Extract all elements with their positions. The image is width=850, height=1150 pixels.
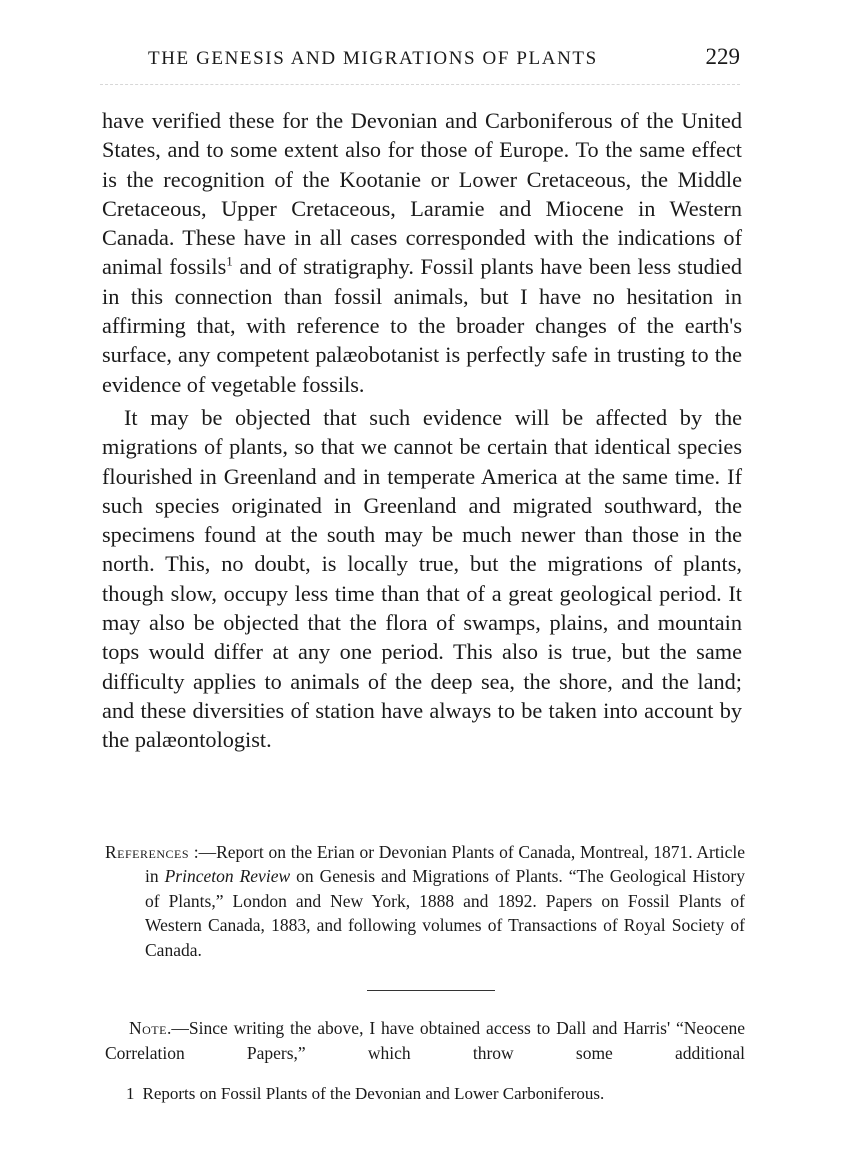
references-label: References	[105, 842, 190, 862]
footnote-marker: 1	[126, 1084, 135, 1103]
section-divider	[367, 990, 495, 991]
running-title: THE GENESIS AND MIGRATIONS OF PLANTS	[148, 48, 598, 69]
references	[105, 840, 745, 962]
paragraph-2: It may be objected that such evidence will be affected by the migrations of plants, so that we cannot be certain that identical species flourished in Greenland and in temperate America at the same time. If such species originated in Greenland and migrated southward, the specimens found at the south may be much newer than those in the north. This, no doubt, is locally true, but the migrations of plants, though slow, occupy less time than that of a great geological period. It may also be objected that the flora of swamps, plains, and mountain tops would differ at any one period. This also is true, but the same difficulty applies to animals of the deep sea, the shore, and the land; and these diversities of station have always to be taken into account by the palæontologist.	[102, 404, 742, 753]
paragraph-1	[102, 106, 742, 399]
paragraph-1-text-end: and of stratigraphy. Fossil plants have been less studied in this connection than fossil animals, but I have no hesitation in affirming that, with reference to the broader changes of the earth's surface, any competent palæobotanist is perfectly safe in trusting to the evidence of vegetable fossils.	[102, 254, 742, 397]
header-rule	[100, 84, 740, 91]
note	[105, 1016, 745, 1065]
references-text-end: on Genesis and Migrations of Plants. “The Geological History of Plants,” London and New York, 1888 and 1892. Papers on Fossil Plants of Western Canada, 1883, and following volumes of Transactions of Royal Society of Canada.	[145, 866, 745, 960]
paragraph-1-text-start: have verified these for the Devonian and Carboniferous of the United States, and to some extent also for those of Europe. To the same effect is the recognition of the Kootanie or Lower Cretaceous, the Middle Cretaceous, Upper Cretaceous, Laramie and Miocene in Western Canada. These have in all cases corresponded with the indications of animal fossils	[102, 108, 742, 280]
note-label: Note	[129, 1018, 167, 1038]
page-number: 229	[705, 44, 740, 69]
journal-title: Princeton Review	[164, 866, 291, 887]
footnote	[126, 1082, 746, 1106]
running-head	[148, 44, 740, 74]
main-text	[102, 106, 742, 755]
note-text: .—Since writing the above, I have obtained access to Dall and Harris' “Neocene Correlation Papers,” which throw some additional	[105, 1018, 745, 1063]
footnote-reference: 1	[226, 254, 233, 270]
footnote-text: Reports on Fossil Plants of the Devonian and Lower Carboniferous.	[142, 1084, 605, 1103]
references-text-start: :—Report on the Erian or Devonian Plants of Canada, Montreal, 1871. Article in	[145, 842, 745, 887]
